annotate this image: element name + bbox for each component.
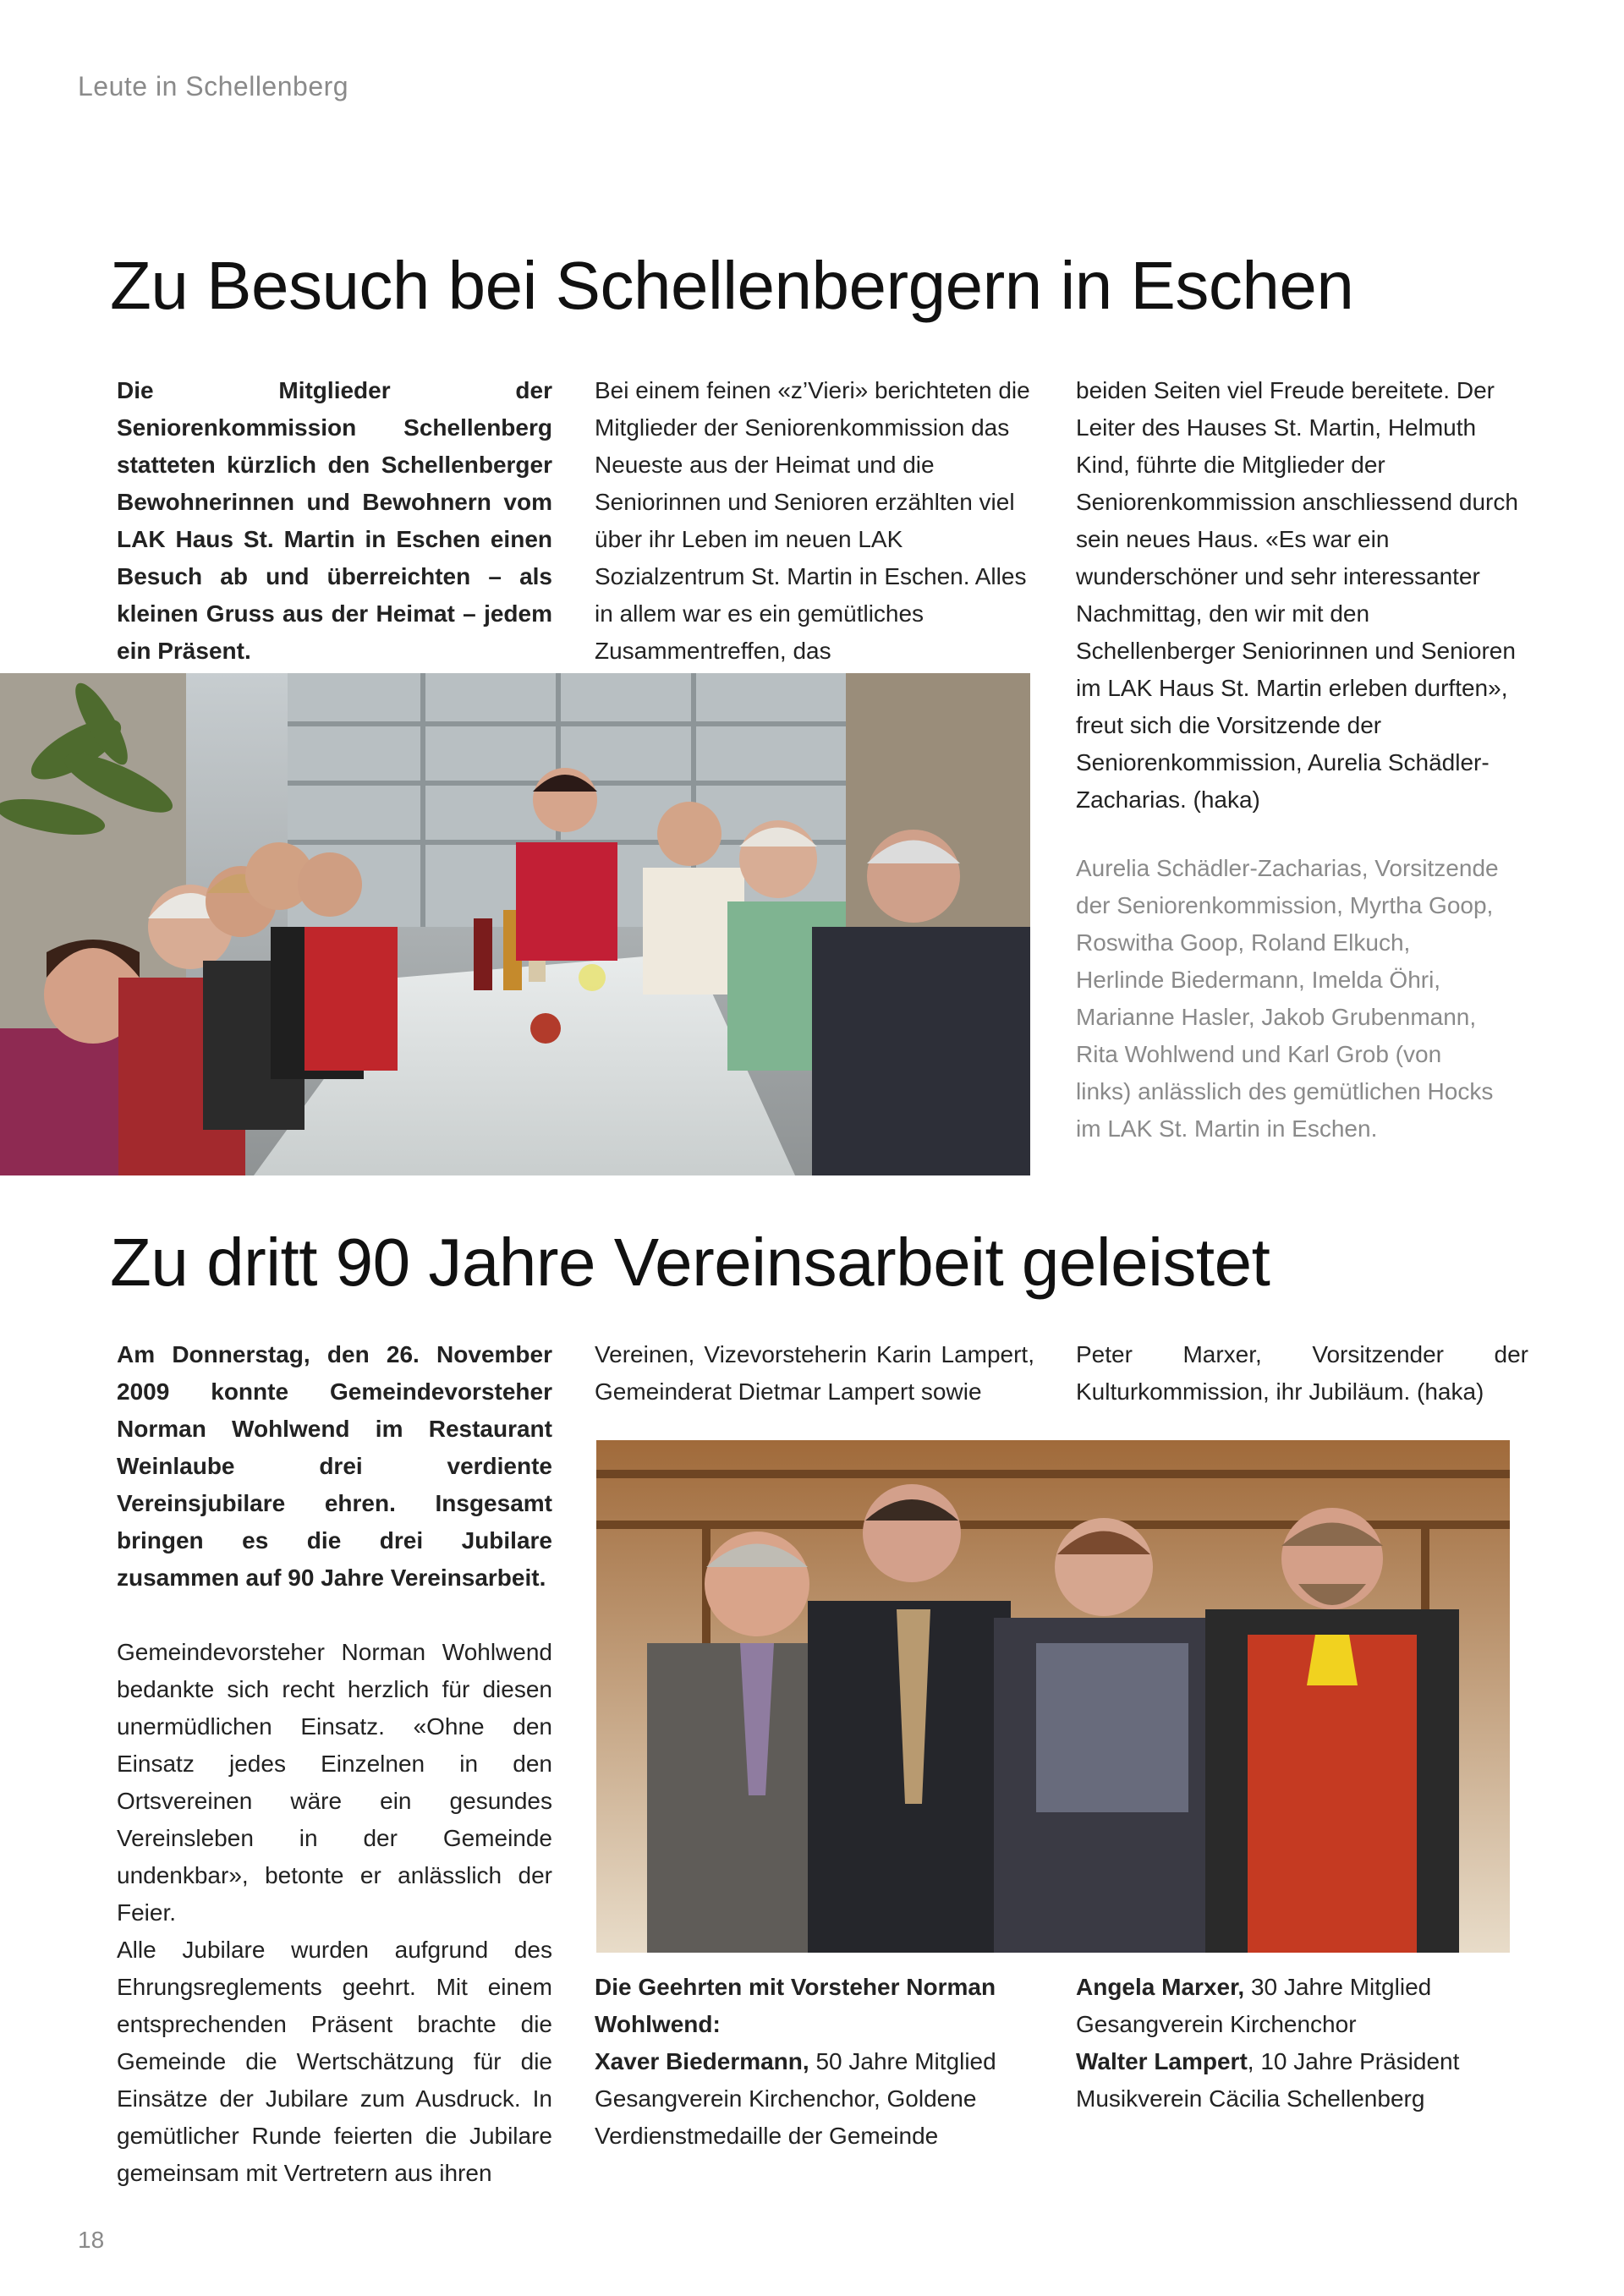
- article2-body-paragraph-2: Alle Jubilare wurden aufgrund des Ehrungsreglements geehrt. Mit einem entsprechenden Präsent brachte die Gemeinde die Wertschätzung für die Einsätze der Jubilare zum Ausdruck. In gemütlicher Runde feierten die Jubilare gemeinsam mit Vertretern aus ihren: [117, 1937, 552, 2186]
- section-label: Leute in Schellenberg: [78, 71, 349, 101]
- seniors-group-photo: [0, 673, 1030, 1175]
- article2-headline: Zu dritt 90 Jahre Vereinsarbeit geleistet: [110, 1225, 1270, 1300]
- article1-photo-caption: Aurelia Schädler-Zacharias, Vorsitzende der Seniorenkommission, Myrtha Goop, Roswitha Goop, Roland Elkuch, Herlinde Biedermann, Imelda Öhri, Marianne Hasler, Jakob Grubenmann, Rita Wohlwend und Karl Grob (von links) anlässlich des gemütlichen Hocks im LAK St. Martin in Eschen.: [1076, 855, 1499, 1142]
- article2-lead: Am Donnerstag, den 26. November 2009 konnte Gemeindevorsteher Norman Wohlwend im Restaurant Weinlaube drei verdiente Vereinsjubilare ehren. Insgesamt bringen es die drei Jubilare zusammen auf 90 Jahre Vereinsarbeit.: [117, 1341, 552, 1591]
- article1-lead: Die Mitglieder der Seniorenkommission Schellenberg statteten kürzlich den Schellenberger Bewohnerinnen und Bewohnern vom LAK Haus St. Martin in Eschen einen Besuch ab und überreichten – als kleinen Gruss aus der Heimat – jedem ein Präsent.: [117, 377, 552, 664]
- article2-body-paragraph-1: Gemeindevorsteher Norman Wohlwend bedankte sich recht herzlich für diesen unermüdlichen Einsatz. «Ohne den Einsatz jedes Einzelnen in den Ortsvereinen wäre ein gesundes Vereinsleben in der Gemeinde undenkbar», betonte er anlässlich der Feier.: [117, 1639, 552, 1926]
- honoree-walter-lampert: [1076, 2043, 1528, 2118]
- honoree-name: Walter Lampert: [1076, 2048, 1248, 2074]
- honoree-details: 30 Jahre Mitglied Gesangverein Kirchenchor: [1076, 1974, 1432, 2037]
- article2-col3: Peter Marxer, Vorsitzender der Kulturkommission, ihr Jubiläum. (haka): [1076, 1341, 1528, 1405]
- article1-headline: Zu Besuch bei Schellenbergern in Eschen: [110, 248, 1354, 323]
- article1-col2: Bei einem feinen «z’Vieri» berichteten die Mitglieder der Seniorenkommission das Neueste aus der Heimat und die Seniorinnen und Senioren erzählten viel über ihr Leben im neuen LAK Sozialzentrum St. Martin in Eschen. Alles in allem war es ein gemütliches Zusammentreffen, das: [595, 377, 1030, 664]
- honoree-details: 50 Jahre Mitglied Gesangverein Kirchenchor, Goldene Verdienstmedaille der Gemeinde: [595, 2048, 996, 2149]
- article2-col2: Vereinen, Vizevorsteherin Karin Lampert, Gemeinderat Dietmar Lampert sowie: [595, 1341, 1034, 1405]
- article2-caption-left: [595, 1969, 1034, 2155]
- honorees-photo: [596, 1440, 1510, 1953]
- honoree-name: Angela Marxer,: [1076, 1974, 1245, 2000]
- page-number: 18: [78, 2227, 105, 2253]
- article1-col3: beiden Seiten viel Freude bereitete. Der Leiter des Hauses St. Martin, Helmuth Kind, führte die Mitglieder der Seniorenkommission anschliessend durch sein neues Haus. «Es war ein wunderschöner und sehr interessanter Nachmittag, den wir mit den Schellenberger Seniorinnen und Senioren im LAK Haus St. Martin erleben durften», freut sich die Vorsitzende der Seniorenkommission, Aurelia Schädler-Zacharias. (haka): [1076, 377, 1518, 813]
- caption-heading: Die Geehrten mit Vorsteher Norman Wohlwend:: [595, 1974, 996, 2037]
- article2-left-column: [117, 1336, 552, 2192]
- honoree-angela-marxer: [1076, 1969, 1528, 2043]
- honoree-name: Xaver Biedermann,: [595, 2048, 809, 2074]
- honoree-details: , 10 Jahre Präsident Musikverein Cäcilia Schellenberg: [1076, 2048, 1460, 2112]
- article2-caption-right: [1076, 1969, 1528, 2118]
- honoree-xaver-biedermann: [595, 2043, 1034, 2155]
